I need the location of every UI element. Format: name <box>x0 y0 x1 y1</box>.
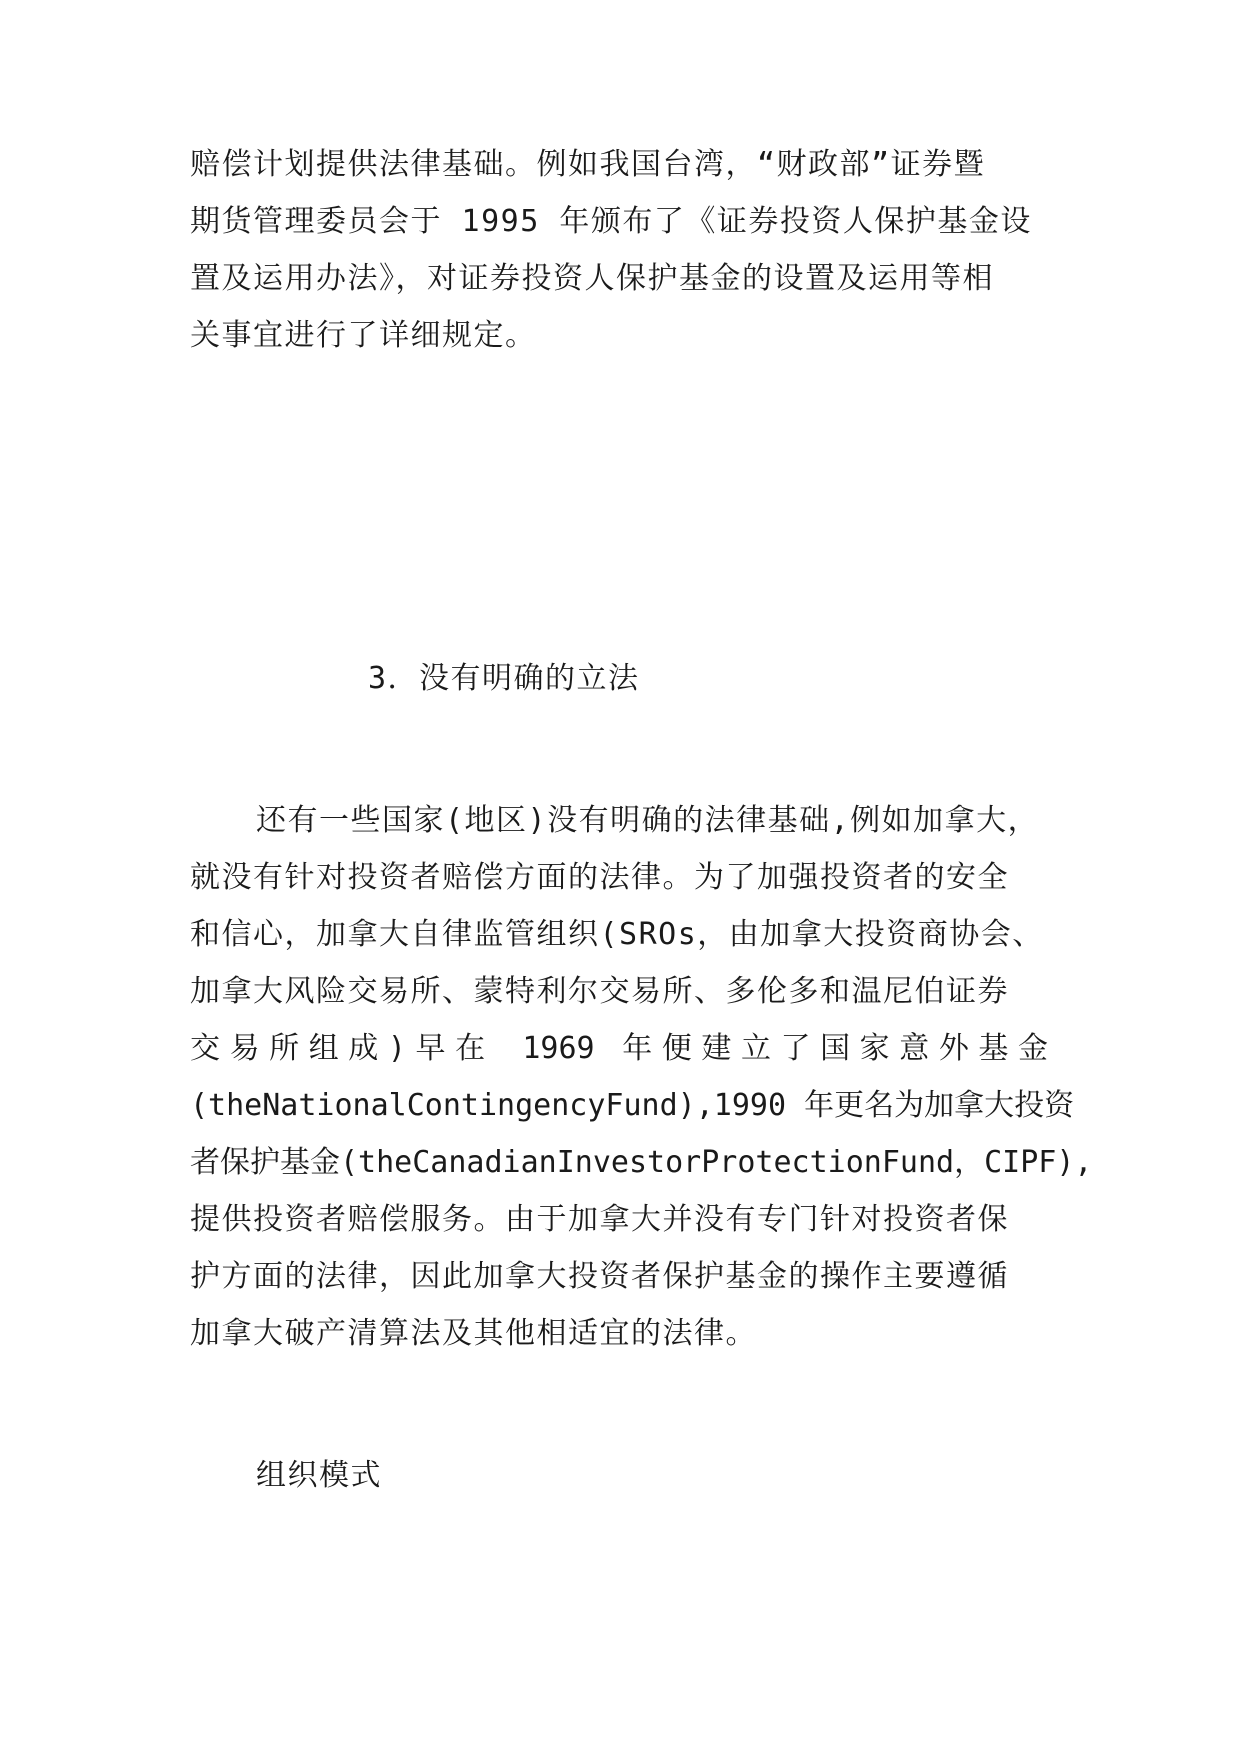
paragraph-2-line-4: 加拿大风险交易所、蒙特利尔交易所、多伦多和温尼伯证券 <box>190 974 1009 1009</box>
paragraph-2-line-5: 交易所组成)早在 1969 年便建立了国家意外基金 <box>190 1031 1048 1066</box>
paragraph-2-line-3: 和信心，加拿大自律监管组织(SROs，由加拿大投资商协会、 <box>190 917 1044 952</box>
paragraph-1-line-1: 赔偿计划提供法律基础。例如我国台湾，“财政部”证券暨 <box>190 147 986 182</box>
section-heading: 3．没有明确的立法 <box>368 661 640 696</box>
paragraph-1-line-3: 置及运用办法》，对证券投资人保护基金的设置及运用等相 <box>190 261 994 296</box>
subheading: 组织模式 <box>256 1458 382 1493</box>
paragraph-2-line-9: 护方面的法律，因此加拿大投资者保护基金的操作主要遵循 <box>190 1259 1009 1294</box>
paragraph-1-line-4: 关事宜进行了详细规定。 <box>190 318 537 353</box>
paragraph-2-line-7: 者保护基金(theCanadianInvestorProtectionFund，CIPF), <box>190 1145 1093 1180</box>
paragraph-2-line-10: 加拿大破产清算法及其他相适宜的法律。 <box>190 1316 757 1351</box>
paragraph-2-line-8: 提供投资者赔偿服务。由于加拿大并没有专门针对投资者保 <box>190 1202 1009 1237</box>
paragraph-2-line-6: (theNationalContingencyFund),1990 年更名为加拿大投资 <box>190 1088 1075 1123</box>
paragraph-2-line-1: 还有一些国家(地区)没有明确的法律基础,例如加拿大， <box>256 803 1040 838</box>
paragraph-2-line-2: 就没有针对投资者赔偿方面的法律。为了加强投资者的安全 <box>190 860 1009 895</box>
paragraph-1-line-2: 期货管理委员会于 1995 年颁布了《证券投资人保护基金设 <box>190 204 1032 239</box>
